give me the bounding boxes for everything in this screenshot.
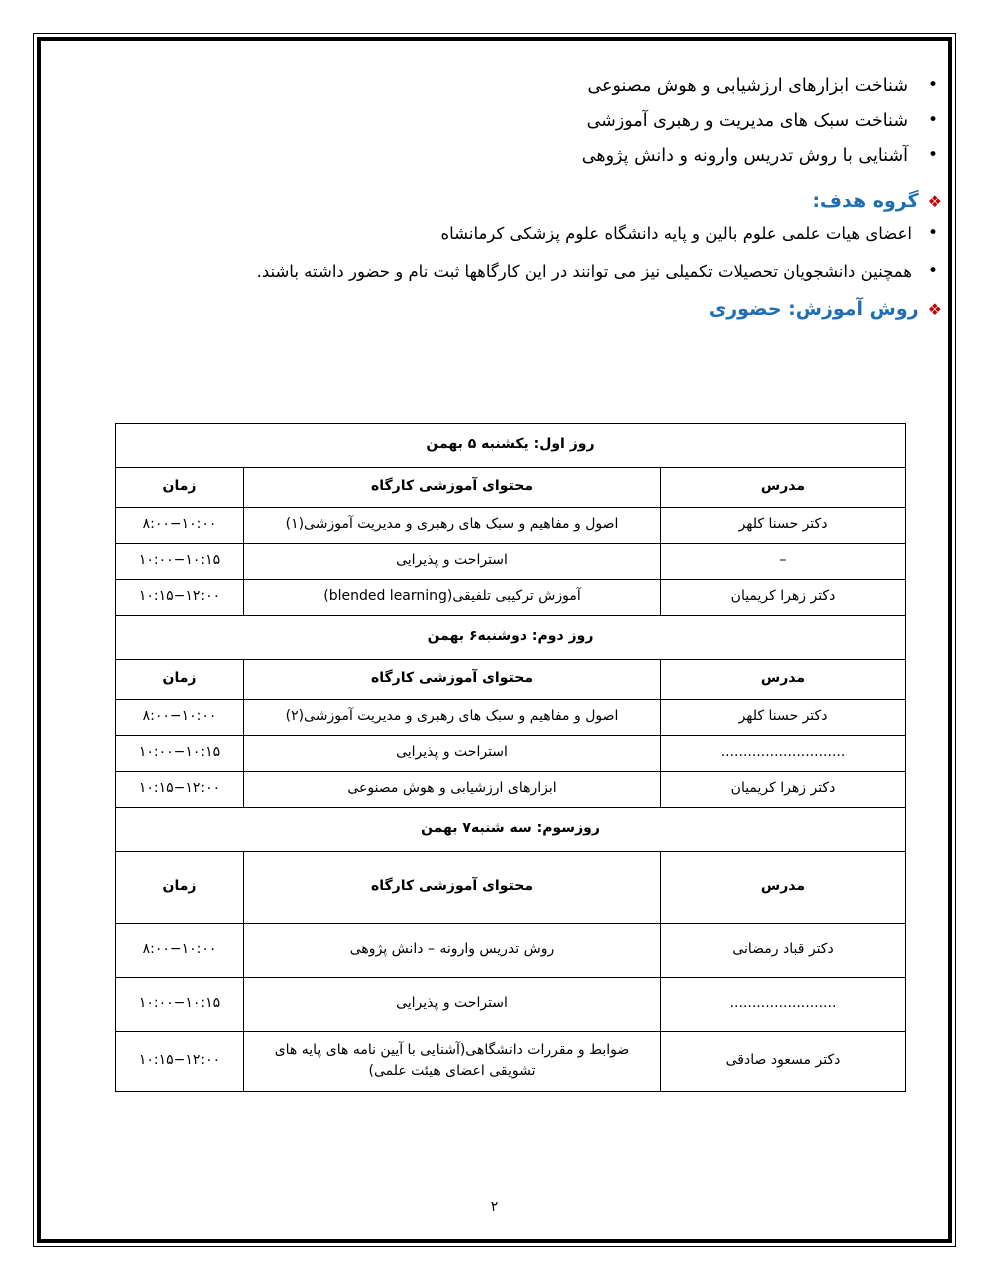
cell-time: ۸:۰۰−۱۰:۰۰ — [115, 923, 243, 977]
day-title-row — [115, 615, 905, 659]
page-content — [47, 47, 942, 1233]
column-header-time: زمان — [115, 851, 243, 923]
table-row — [115, 1031, 905, 1091]
cell-time: ۸:۰۰−۱۰:۰۰ — [115, 699, 243, 735]
column-header-row — [115, 467, 905, 507]
list-item — [587, 108, 942, 135]
list-item — [587, 73, 942, 100]
column-header-content: محتوای آموزشی کارگاه — [244, 851, 661, 923]
cell-time: ۱۰:۱۵−۱۲:۰۰ — [115, 1031, 243, 1091]
cell-content: ضوابط و مقررات دانشگاهی(آشنایی با آیین نامه های پایه های تشویقی اعضای هیئت علمی) — [244, 1031, 661, 1091]
cell-content: استراحت و پذیرایی — [244, 543, 661, 579]
cell-time: ۱۰:۰۰−۱۰:۱۵ — [115, 977, 243, 1031]
column-header-teacher: مدرس — [661, 851, 906, 923]
topic-label: آشنایی با روش تدریس وارونه و دانش پژوهی — [581, 146, 908, 167]
cell-teacher: ............................ — [661, 735, 906, 771]
table-row — [115, 735, 905, 771]
cell-teacher: دکتر زهرا کریمیان — [661, 771, 906, 807]
table-row — [115, 507, 905, 543]
cell-teacher: دکتر مسعود صادقی — [661, 1031, 906, 1091]
cell-content: ابزارهای ارزشیابی و هوش مصنوعی — [244, 771, 661, 807]
cell-content: استراحت و پذیرایی — [244, 735, 661, 771]
day-title-row — [115, 423, 905, 467]
table-row — [115, 923, 905, 977]
cell-time: ۱۰:۰۰−۱۰:۱۵ — [115, 735, 243, 771]
list-item — [582, 143, 942, 170]
diamond-bullet-icon: ❖ — [927, 192, 942, 212]
cell-teacher: – — [661, 543, 906, 579]
table-row — [115, 699, 905, 735]
target-group-label: اعضای هیات علمی علوم بالین و پایه دانشگاه علوم پزشکی کرمانشاه — [440, 223, 912, 243]
table-row — [115, 771, 905, 807]
topic-label: شناخت سبک های مدیریت و رهبری آموزشی — [586, 111, 908, 132]
diamond-bullet-icon: ❖ — [927, 300, 942, 320]
cell-time: ۸:۰۰−۱۰:۰۰ — [115, 507, 243, 543]
cell-time: ۱۰:۰۰−۱۰:۱۵ — [115, 543, 243, 579]
teaching-method-label: روش آموزش: حضوری — [708, 298, 919, 321]
table-row — [115, 579, 905, 615]
cell-teacher: دکتر زهرا کریمیان — [661, 579, 906, 615]
day-title: روز دوم: دوشنبه۶ بهمن — [115, 615, 905, 659]
cell-content: استراحت و پذیرایی — [244, 977, 661, 1031]
topics-list — [47, 73, 942, 178]
column-header-row — [115, 659, 905, 699]
cell-teacher: دکتر قباد رمضانی — [661, 923, 906, 977]
day-title-row — [115, 807, 905, 851]
target-group-heading-label: گروه هدف: — [812, 190, 919, 213]
topic-label: شناخت ابزارهای ارزشیابی و هوش مصنوعی — [587, 76, 908, 96]
cell-time: ۱۰:۱۵−۱۲:۰۰ — [115, 579, 243, 615]
column-header-teacher: مدرس — [661, 467, 906, 507]
schedule-table-container — [116, 423, 906, 1092]
column-header-row — [115, 851, 905, 923]
cell-content: اصول و مفاهیم و سبک های رهبری و مدیریت آموزشی(۱) — [244, 507, 661, 543]
teaching-method-heading — [47, 296, 942, 323]
cell-content: آموزش ترکیبی تلفیقی(blended learning) — [244, 579, 661, 615]
cell-teacher: دکتر حسنا کلهر — [661, 507, 906, 543]
column-header-time: زمان — [115, 467, 243, 507]
cell-time: ۱۰:۱۵−۱۲:۰۰ — [115, 771, 243, 807]
column-header-content: محتوای آموزشی کارگاه — [244, 467, 661, 507]
column-header-time: زمان — [115, 659, 243, 699]
list-item — [47, 259, 942, 285]
cell-teacher: دکتر حسنا کلهر — [661, 699, 906, 735]
table-row — [115, 977, 905, 1031]
day-title: روز اول: یکشنبه ۵ بهمن — [115, 423, 905, 467]
target-group-list — [47, 221, 942, 284]
cell-content: اصول و مفاهیم و سبک های رهبری و مدیریت آموزشی(۲) — [244, 699, 661, 735]
table-row — [115, 543, 905, 579]
column-header-teacher: مدرس — [661, 659, 906, 699]
cell-teacher: ........................ — [661, 977, 906, 1031]
column-header-content: محتوای آموزشی کارگاه — [244, 659, 661, 699]
page-number: ۲ — [490, 1199, 499, 1215]
target-group-label: همچنین دانشجویان تحصیلات تکمیلی نیز می توانند در این کارگاهها ثبت نام و حضور داشته باشند. — [256, 261, 912, 281]
cell-content: روش تدریس وارونه – دانش پژوهی — [244, 923, 661, 977]
day-title: روزسوم: سه شنبه۷ بهمن — [115, 807, 905, 851]
list-item — [47, 221, 942, 247]
schedule-table — [115, 423, 906, 1092]
target-group-heading — [47, 188, 942, 215]
